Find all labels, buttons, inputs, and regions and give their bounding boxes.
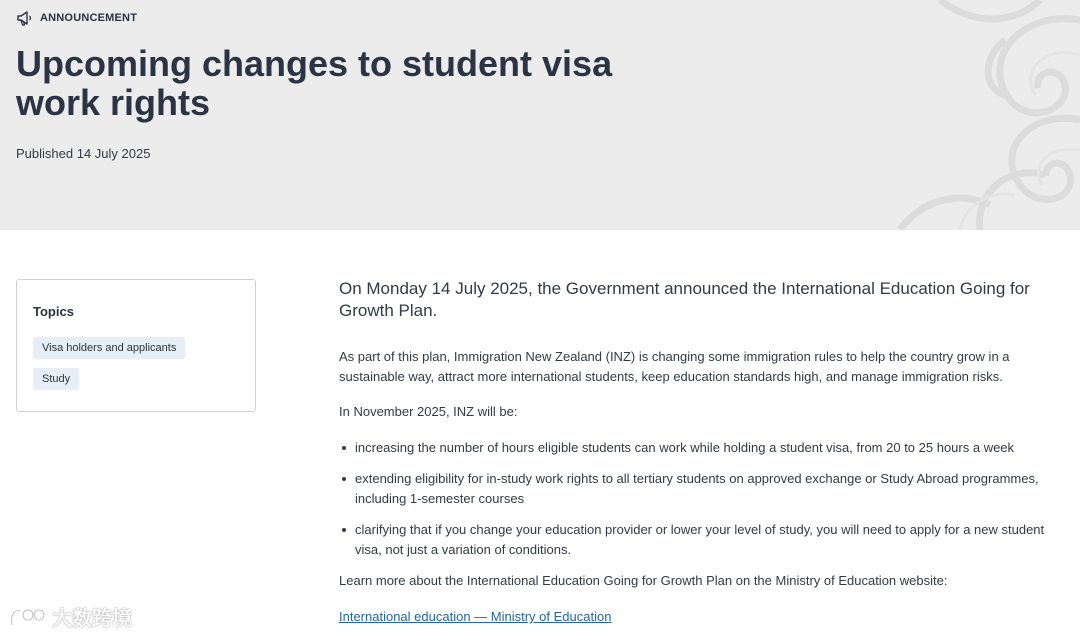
- watermark: [8, 602, 132, 631]
- watermark-logo-icon: [8, 605, 48, 629]
- published-date: Published 14 July 2025: [16, 146, 151, 161]
- article-body: [339, 278, 1074, 627]
- koru-pattern-decoration: [780, 0, 1080, 230]
- topic-tag-study[interactable]: Study: [33, 368, 79, 390]
- article-lead: On Monday 14 July 2025, the Government announced the International Education Going for Growth Plan.: [339, 279, 1030, 320]
- bullet-dot: [342, 446, 346, 450]
- page-title: Upcoming changes to student visa work rights: [16, 43, 613, 123]
- list-item-text: clarifying that if you change your education provider or lower your level of study, you will need to apply for a new student visa, not just a variation of conditions.: [355, 522, 1045, 557]
- megaphone-icon: [16, 10, 34, 26]
- bullet-dot: [342, 528, 346, 532]
- announcement-text: ANNOUNCEMENT: [40, 12, 138, 24]
- ministry-of-education-link[interactable]: International education — Ministry of Education: [339, 609, 612, 624]
- watermark-text: 大数跨境: [52, 608, 132, 630]
- article-paragraph-learn-more: Learn more about the International Education Going for Growth Plan on the Ministry of Education website:: [339, 573, 948, 588]
- article-paragraph-november: In November 2025, INZ will be:: [339, 404, 518, 419]
- bullet-dot: [342, 477, 346, 481]
- announcement-label: [16, 10, 137, 26]
- changes-list: [339, 438, 1074, 560]
- article-paragraph-intro: As part of this plan, Immigration New Zealand (INZ) is changing some immigration rules to help the country grow in a sustainable way, attract more international students, keep education standards high, and manage immigration risks.: [339, 349, 1010, 384]
- hero-banner: [0, 0, 1080, 230]
- list-item-text: increasing the number of hours eligible students can work while holding a student visa, from 20 to 25 hours a week: [355, 440, 1015, 455]
- topic-tag-visa-holders[interactable]: Visa holders and applicants: [33, 337, 185, 359]
- list-item: [339, 438, 1074, 458]
- topics-panel: [16, 279, 256, 412]
- topics-heading: Topics: [33, 304, 74, 319]
- list-item-text: extending eligibility for in-study work rights to all tertiary students on approved exchange or Study Abroad programmes, including 1-semester courses: [355, 471, 1039, 506]
- list-item: [339, 520, 1074, 560]
- list-item: [339, 469, 1074, 509]
